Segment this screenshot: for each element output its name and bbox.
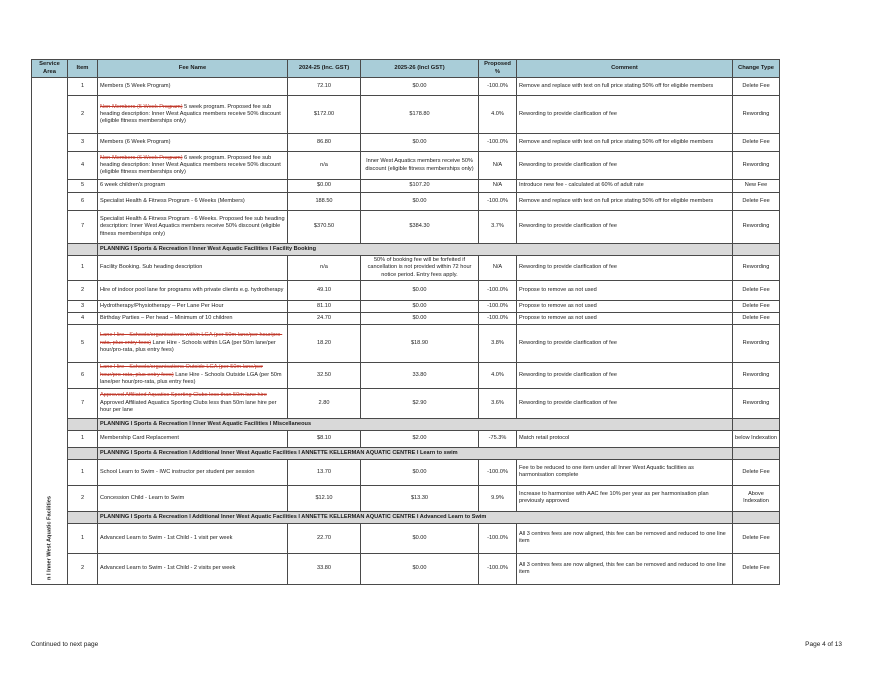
change-type: Rewording [733, 211, 780, 244]
fee-2024-25: 13.70 [288, 459, 361, 485]
fee-2025-26: $107.20 [361, 180, 479, 193]
fee-name-text: Concession Child - Learn to Swim [100, 494, 185, 501]
comment: All 3 centres fees are now aligned, this fee can be removed and reduced to one line item [517, 523, 733, 553]
fee-2024-25: 33.80 [288, 553, 361, 584]
comment: Match retail protocol [517, 430, 733, 447]
fee-name-text: Approved Affiliated Aquatics Sporting Clubs less than 50m lane hire per hour per lane [100, 399, 277, 413]
item-number: 1 [68, 523, 98, 553]
fee-2024-25: $8.10 [288, 430, 361, 447]
change-type: Rewording [733, 152, 780, 180]
change-type: Rewording [733, 96, 780, 134]
fee-name-text: 5 week program. Proposed fee sub heading description: Inner West Aquatics members receive 50% discount (eligible fitness memberships only) [100, 103, 281, 125]
service-area-cell [32, 78, 68, 585]
header-fee-name: Fee Name [98, 60, 288, 78]
proposed-pct: N/A [479, 152, 517, 180]
item-number: 3 [68, 134, 98, 152]
proposed-pct: 3.7% [479, 211, 517, 244]
item-number: 1 [68, 459, 98, 485]
fee-2025-26: $0.00 [361, 523, 479, 553]
section-empty-item [68, 244, 98, 256]
fee-2025-26: 50% of booking fee will be forfeited if cancellation is not provided within 72 hour notice period. Entry fees apply. [361, 256, 479, 281]
fee-name-text: Specialist Health & Fitness Program - 6 Weeks (Members) [100, 197, 245, 204]
section-heading: PLANNING I Sports & Recreation I Inner West Aquatic Facilities I Facility Booking [98, 244, 733, 256]
fee-name [98, 312, 288, 324]
item-number: 5 [68, 180, 98, 193]
change-type: Delete Fee [733, 553, 780, 584]
item-number: 2 [68, 553, 98, 584]
fee-name [98, 300, 288, 312]
section-row [32, 447, 780, 459]
header-2024-25: 2024-25 (Inc. GST) [288, 60, 361, 78]
proposed-pct: -75.3% [479, 430, 517, 447]
proposed-pct: -100.0% [479, 193, 517, 211]
comment: Propose to remove as not used [517, 300, 733, 312]
comment: Propose to remove as not used [517, 280, 733, 300]
fee-name [98, 362, 288, 388]
fee-name-text: Advanced Learn to Swim - 1st Child - 1 visit per week [100, 534, 233, 541]
table-row [32, 134, 780, 152]
header-item: Item [68, 60, 98, 78]
change-type: Rewording [733, 388, 780, 418]
section-heading: PLANNING I Sports & Recreation I Additional Inner West Aquatic Facilities I ANNETTE KELLERMAN AQUATIC CENTRE I Advanced Learn to Swim [98, 511, 733, 523]
fee-name [98, 523, 288, 553]
fee-2025-26: $178.80 [361, 96, 479, 134]
fee-name-text: Hire of indoor pool lane for programs with private clients e.g. hydrotherapy [100, 286, 284, 293]
comment: Rewording to provide clarification of fee [517, 211, 733, 244]
service-area-text: n I Inner West Aquatic Facilities [45, 495, 52, 580]
header-comment: Comment [517, 60, 733, 78]
comment: Remove and replace with text on full price stating 50% off for eligible members [517, 193, 733, 211]
fee-name-text: Facility Booking. Sub heading description [100, 264, 203, 271]
fee-2025-26: 33.80 [361, 362, 479, 388]
proposed-pct: -100.0% [479, 78, 517, 96]
fee-name-text: 6 week children's program [100, 182, 166, 189]
fee-name [98, 96, 288, 134]
fee-name [98, 193, 288, 211]
table-row [32, 388, 780, 418]
fee-name-struck: Non-Members (5 Week Program) [100, 103, 183, 110]
header-service-area: Service Area [32, 60, 68, 78]
header-row [32, 60, 780, 78]
proposed-pct: -100.0% [479, 553, 517, 584]
fee-2025-26: $2.90 [361, 388, 479, 418]
item-number: 4 [68, 152, 98, 180]
header-proposed-pct: Proposed % [479, 60, 517, 78]
change-type: Delete Fee [733, 459, 780, 485]
comment: Remove and replace with text on full price stating 50% off for eligible members [517, 78, 733, 96]
proposed-pct: -100.0% [479, 523, 517, 553]
table-row [32, 485, 780, 511]
fee-name [98, 78, 288, 96]
change-type: Delete Fee [733, 523, 780, 553]
table-row [32, 459, 780, 485]
fee-name-struck: Approved Affiliated Aquatics Sporting Clubs less than 50m lane hire [100, 392, 267, 399]
proposed-pct: -100.0% [479, 134, 517, 152]
fee-name [98, 134, 288, 152]
fee-2025-26: $0.00 [361, 280, 479, 300]
section-heading: PLANNING I Sports & Recreation I Additional Inner West Aquatic Facilities I ANNETTE KELLERMAN AQUATIC CENTRE I Learn to swim [98, 447, 733, 459]
fee-2025-26: $0.00 [361, 553, 479, 584]
fee-2024-25: $172.00 [288, 96, 361, 134]
fee-name [98, 180, 288, 193]
table-row [32, 211, 780, 244]
item-number: 3 [68, 300, 98, 312]
table-row [32, 280, 780, 300]
fee-name [98, 256, 288, 281]
fee-2025-26: $0.00 [361, 459, 479, 485]
proposed-pct: 4.0% [479, 362, 517, 388]
fee-name-text: Advanced Learn to Swim - 1st Child - 2 visits per week [100, 565, 236, 572]
table-row [32, 362, 780, 388]
header-change-type: Change Type [733, 60, 780, 78]
comment: All 3 centres fees are now aligned, this fee can be removed and reduced to one line item [517, 553, 733, 584]
section-heading: PLANNING I Sports & Recreation I Inner West Aquatic Facilities I Miscellaneous [98, 418, 733, 430]
change-type: New Fee [733, 180, 780, 193]
fee-2024-25: 32.50 [288, 362, 361, 388]
item-number: 2 [68, 280, 98, 300]
header-2025-26: 2025-26 (Incl GST) [361, 60, 479, 78]
fee-name-text: Birthday Parties – Per head – Minimum of 10 children [100, 314, 233, 321]
item-number: 2 [68, 96, 98, 134]
item-number: 2 [68, 485, 98, 511]
change-type: Delete Fee [733, 280, 780, 300]
footer-continued: Continued to next page [31, 641, 99, 648]
table-row [32, 180, 780, 193]
fee-2024-25: 18.20 [288, 324, 361, 362]
comment: Introduce new fee - calculated at 60% of adult rate [517, 180, 733, 193]
fee-2025-26: $18.90 [361, 324, 479, 362]
proposed-pct: -100.0% [479, 300, 517, 312]
fee-name [98, 459, 288, 485]
fee-2024-25: $12.10 [288, 485, 361, 511]
table-row [32, 300, 780, 312]
fee-2024-25: 22.70 [288, 523, 361, 553]
fee-name [98, 152, 288, 180]
fee-2024-25: 86.80 [288, 134, 361, 152]
item-number: 7 [68, 388, 98, 418]
change-type: Delete Fee [733, 134, 780, 152]
proposed-pct: 3.8% [479, 324, 517, 362]
comment: Rewording to provide clarification of fee [517, 362, 733, 388]
proposed-pct: N/A [479, 180, 517, 193]
section-row [32, 418, 780, 430]
section-empty-change [733, 447, 780, 459]
fee-2024-25: 188.50 [288, 193, 361, 211]
fee-name [98, 324, 288, 362]
comment: Rewording to provide clarification of fee [517, 152, 733, 180]
fee-name [98, 485, 288, 511]
section-row [32, 244, 780, 256]
fee-2025-26: $13.30 [361, 485, 479, 511]
fee-2025-26: $0.00 [361, 300, 479, 312]
fee-name [98, 388, 288, 418]
fee-2025-26: Inner West Aquatics members receive 50% discount (eligible fitness memberships only) [361, 152, 479, 180]
proposed-pct: 4.0% [479, 96, 517, 134]
item-number: 1 [68, 256, 98, 281]
change-type: Rewording [733, 256, 780, 281]
proposed-pct: -100.0% [479, 312, 517, 324]
fee-name [98, 211, 288, 244]
table-row [32, 553, 780, 584]
section-empty-change [733, 244, 780, 256]
fee-2025-26: $0.00 [361, 312, 479, 324]
fee-name [98, 430, 288, 447]
fee-name-text: Lane Hire - Schools Outside LGA (per 50m lane/per hour/pro-rata, plus entry fees) [100, 371, 282, 385]
table-row [32, 430, 780, 447]
fee-2025-26: $384.30 [361, 211, 479, 244]
fee-name-text: Members (5 Week Program) [100, 82, 171, 89]
fee-name-text: Hydrotherapy/Physiotherapy – Per Lane Per Hour [100, 302, 224, 309]
fee-2025-26: $0.00 [361, 78, 479, 96]
fee-2025-26: $0.00 [361, 134, 479, 152]
proposed-pct: 9.9% [479, 485, 517, 511]
change-type: Rewording [733, 362, 780, 388]
fee-2024-25: 72.10 [288, 78, 361, 96]
fee-name [98, 553, 288, 584]
service-area-label [46, 496, 53, 580]
comment: Rewording to provide clarification of fee [517, 324, 733, 362]
comment: Fee to be reduced to one item under all Inner West Aquatic facilities as harmonisation complete [517, 459, 733, 485]
comment: Rewording to provide clarification of fee [517, 256, 733, 281]
fee-2025-26: $2.00 [361, 430, 479, 447]
table-row [32, 523, 780, 553]
fee-2024-25: 2.80 [288, 388, 361, 418]
fee-name-struck: Non-Members (6 Week Program) [100, 154, 183, 161]
fee-name-text: Members (6 Week Program) [100, 138, 171, 145]
fee-name [98, 280, 288, 300]
comment: Propose to remove as not used [517, 312, 733, 324]
fee-name-text: School Learn to Swim - IWC instructor per student per session [100, 468, 255, 475]
proposed-pct: -100.0% [479, 459, 517, 485]
item-number: 7 [68, 211, 98, 244]
table-row [32, 324, 780, 362]
comment: Rewording to provide clarification of fee [517, 96, 733, 134]
fee-2024-25: $370.50 [288, 211, 361, 244]
change-type: below Indexation [733, 430, 780, 447]
fee-name-struck: Lane Hire - Schools/organisations within LGA (per 50m lane/per hour/pro-rata, plus entry fees) [100, 332, 283, 346]
fee-table [31, 59, 780, 585]
table-row [32, 256, 780, 281]
item-number: 6 [68, 362, 98, 388]
proposed-pct: -100.0% [479, 280, 517, 300]
fee-2024-25: n/a [288, 152, 361, 180]
change-type: Delete Fee [733, 312, 780, 324]
section-empty-change [733, 511, 780, 523]
comment: Increase to harmonise with AAC fee 10% per year as per harmonisation plan previously approved [517, 485, 733, 511]
section-row [32, 511, 780, 523]
section-empty-item [68, 511, 98, 523]
change-type: Rewording [733, 324, 780, 362]
item-number: 1 [68, 430, 98, 447]
item-number: 4 [68, 312, 98, 324]
comment: Rewording to provide clarification of fee [517, 388, 733, 418]
fee-2024-25: 24.70 [288, 312, 361, 324]
table-row [32, 78, 780, 96]
proposed-pct: N/A [479, 256, 517, 281]
fee-name-text: Membership Card Replacement [100, 435, 179, 442]
fee-name-text: Lane Hire - Schools within LGA (per 50m lane/per hour/pro-rata, plus entry fees) [100, 339, 276, 353]
change-type: Delete Fee [733, 78, 780, 96]
item-number: 5 [68, 324, 98, 362]
fee-name-text: 6 week program. Proposed fee sub heading description: Inner West Aquatics members receive 50% discount (eligible fitness memberships only) [100, 154, 281, 176]
comment: Remove and replace with text on full price stating 50% off for eligible members [517, 134, 733, 152]
fee-2024-25: 49.10 [288, 280, 361, 300]
fee-name-text: Specialist Health & Fitness Program - 6 Weeks. Proposed fee sub heading description: Inner West Aquatics members receive 50% discount (eligible fitness memberships only) [100, 216, 285, 237]
fee-name-struck: Lane Hire - Schools/organisations Outside LGA (per 50m lane/per hour/pro-rata, plus entry fees) [100, 364, 263, 378]
item-number: 6 [68, 193, 98, 211]
fee-2024-25: 81.10 [288, 300, 361, 312]
section-empty-item [68, 447, 98, 459]
change-type: Above Indexation [733, 485, 780, 511]
table-row [32, 96, 780, 134]
fee-2024-25: n/a [288, 256, 361, 281]
change-type: Delete Fee [733, 193, 780, 211]
table-row [32, 152, 780, 180]
footer-page-number: Page 4 of 13 [805, 641, 842, 648]
table-row [32, 193, 780, 211]
table-row [32, 312, 780, 324]
proposed-pct: 3.6% [479, 388, 517, 418]
fee-2024-25: $0.00 [288, 180, 361, 193]
section-empty-item [68, 418, 98, 430]
fee-2025-26: $0.00 [361, 193, 479, 211]
item-number: 1 [68, 78, 98, 96]
change-type: Delete Fee [733, 300, 780, 312]
section-empty-change [733, 418, 780, 430]
